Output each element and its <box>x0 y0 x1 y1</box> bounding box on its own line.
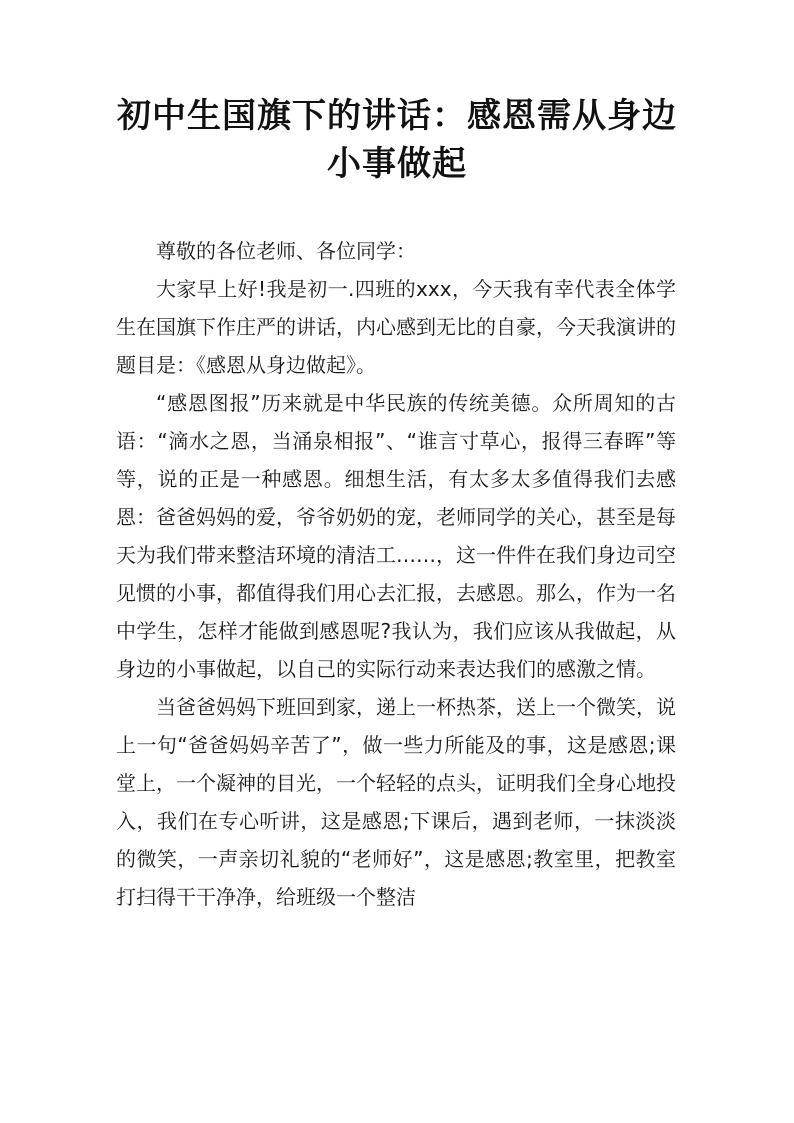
daily-gratitude-paragraph: 当爸爸妈妈下班回到家，递上一杯热茶，送上一个微笑，说上一句“爸爸妈妈辛苦了”，做一些力所能及的事，这是感恩;课堂上，一个凝神的目光，一个轻轻的点头，证明我们全身心地投入，我们在专心听讲，这是感恩;下课后，遇到老师，一抹淡淡的微笑，一声亲切礼貌的“老师好”，这是感恩;教室里，把教室打扫得干干净净，给班级一个整洁 <box>116 695 676 909</box>
document-title: 初中生国旗下的讲话：感恩需从身边小事做起 <box>117 96 677 184</box>
greeting-paragraph: 大家早上好!我是初一.四班的xxx，今天我有幸代表全体学生在国旗下作庄严的讲话，内心感到无比的自豪，今天我演讲的题目是：《感恩从身边做起》。 <box>116 277 676 377</box>
salutation-paragraph: 尊敬的各位老师、各位同学： <box>156 239 416 263</box>
gratitude-tradition-paragraph: “感恩图报”历来就是中华民族的传统美德。众所周知的古语：“滴水之恩，当涌泉相报”、“谁言寸草心，报得三春晖”等等，说的正是一种感恩。细想生活，有太多太多值得我们去感恩：爸爸妈妈的爱，爷爷奶奶的宠，老师同学的关心，甚至是每天为我们带来整洁环境的清洁工……，这一件件在我们身边司空见惯的小事，都值得我们用心去汇报，去感恩。那么，作为一名中学生，怎样才能做到感恩呢?我认为，我们应该从我做起，从身边的小事做起，以自己的实际行动来表达我们的感激之情。 <box>116 391 676 681</box>
document-body <box>116 232 676 916</box>
